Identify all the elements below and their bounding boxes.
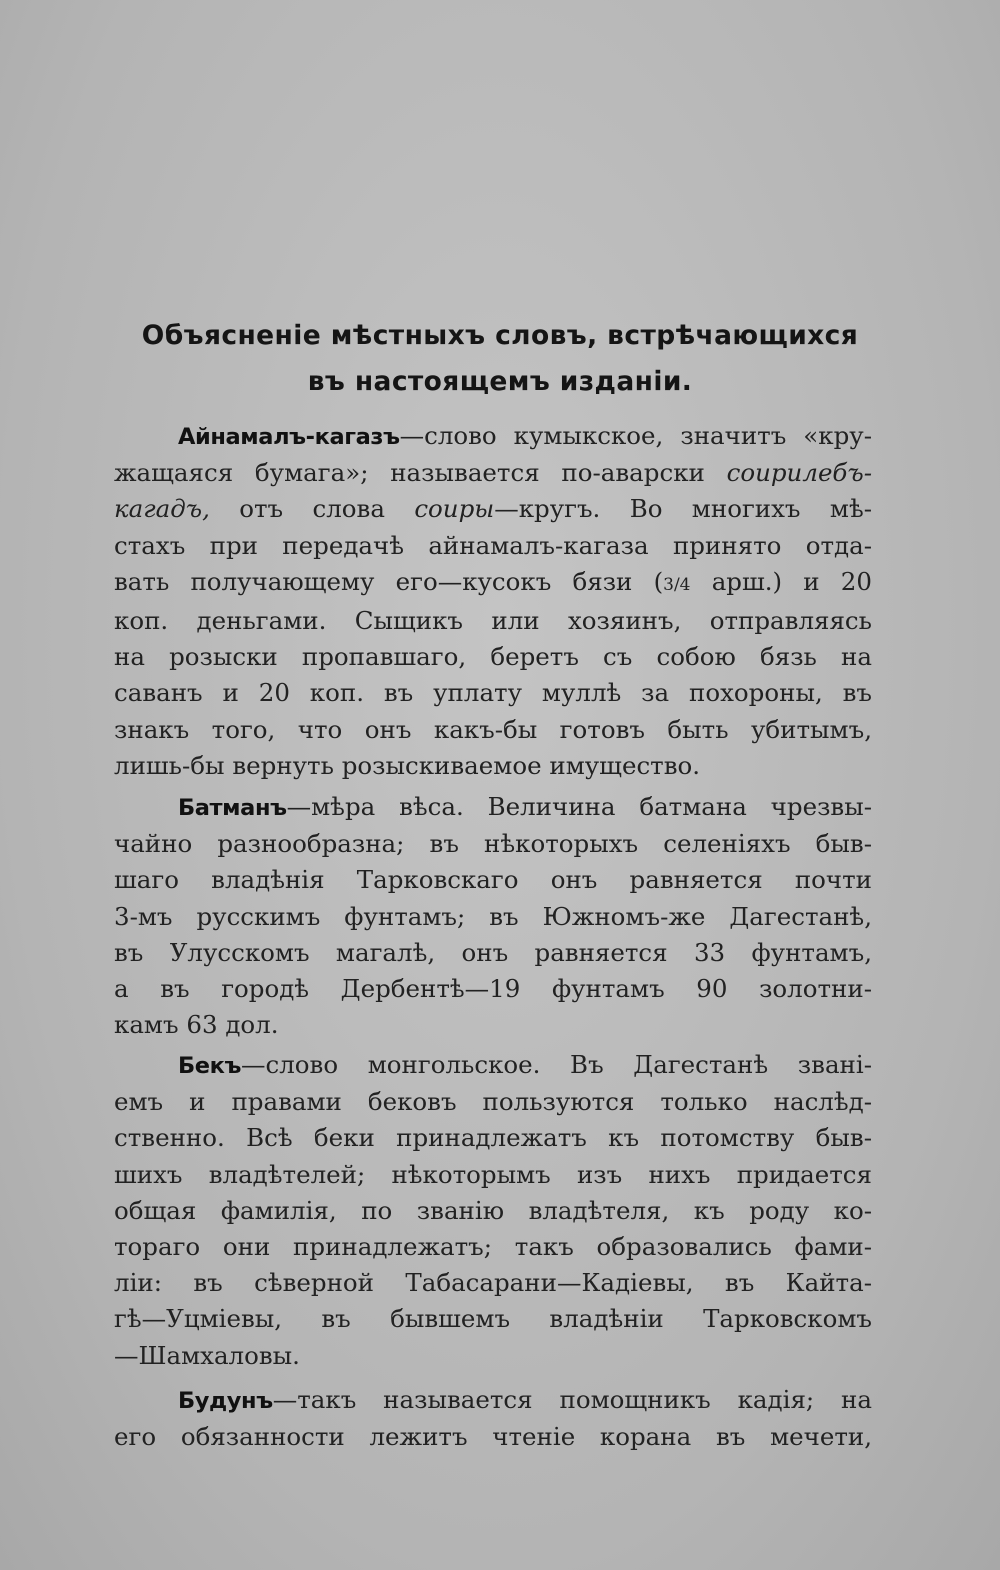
entry-line: лишь-бы вернуть розыскиваемое имущество. [114,750,701,780]
glossary-term: Бекъ [178,1053,241,1079]
entry-line: камъ 63 дол. [114,1010,279,1040]
entry-line: ліи: въ сѣверной Табасарани—Кадіевы, въ Кайта- [114,1268,872,1298]
entry-line: кагадъ, отъ слова соиры—кругъ. Во многихъ мѣ- [114,494,872,524]
entry-line: вать получающему его—кусокъ бязи (3/4 арш.) и 20 [114,566,872,596]
page-title [100,313,900,405]
entry-line: Будунъ—такъ называется помощникъ кадія; на [178,1385,872,1414]
entry-line: Бекъ—слово монгольское. Въ Дагестанѣ звані- [178,1050,872,1079]
glossary-term: Айнамалъ-кагазъ [178,424,400,450]
glossary-entry-batman [114,789,872,1043]
entry-line: тораго они принадлежатъ; такъ образовались фами- [114,1232,872,1262]
entry-line: 3-мъ русскимъ фунтамъ; въ Южномъ-же Дагестанѣ, [114,901,872,931]
title-line-1: Объясненіе мѣстныхъ словъ, встрѣчающихся [141,320,859,351]
fraction: 3/4 [663,574,691,595]
entry-line: на розыски пропавшаго, беретъ съ собою бязь на [114,642,872,672]
entry-line: шихъ владѣтелей; нѣкоторымъ изъ нихъ придается [114,1159,872,1189]
entry-line: знакъ того, что онъ какъ-бы готовъ быть убитымъ, [114,714,872,744]
glossary-entry-bek [114,1047,872,1374]
entry-line: ственно. Всѣ беки принадлежатъ къ потомству быв- [114,1123,872,1153]
entry-line: гѣ—Уцміевы, въ бывшемъ владѣніи Тарковскомъ [114,1304,872,1334]
title-line-2: въ настоящемъ изданіи. [307,366,693,397]
glossary-entry-budun [114,1382,872,1455]
entry-line: стахъ при передачѣ айнамалъ-кагаза принято отда- [114,530,872,560]
entry-line: а въ городѣ Дербентѣ—19 фунтамъ 90 золотни- [114,974,872,1004]
entry-line: Айнамалъ-кагазъ—слово кумыкское, значитъ «кру- [178,421,872,450]
entry-line: въ Улусскомъ магалѣ, онъ равняется 33 фунтамъ, [114,937,872,967]
glossary-entry-ainamal-kagaz [114,418,872,784]
glossary-term: Будунъ [178,1388,273,1414]
entry-line: Батманъ—мѣра вѣса. Величина батмана чрезвы- [178,792,872,821]
entry-line: коп. деньгами. Сыщикъ или хозяинъ, отправляясь [114,606,872,636]
entry-line: чайно разнообразна; въ нѣкоторыхъ селеніяхъ быв- [114,829,872,859]
entry-line: саванъ и 20 коп. въ уплату муллѣ за похороны, въ [114,678,872,708]
entry-line: —Шамхаловы. [114,1340,300,1370]
glossary-term: Батманъ [178,795,287,821]
entry-line: его обязанности лежитъ чтеніе корана въ мечети, [114,1422,872,1452]
entry-line: шаго владѣнія Тарковскаго онъ равняется почти [114,865,872,895]
entry-line: емъ и правами бековъ пользуются только наслѣд- [114,1087,872,1117]
entry-line: общая фамилія, по званію владѣтеля, къ роду ко- [114,1195,872,1225]
entry-line: жащаяся бумага»; называется по-аварски соирилебъ- [114,458,872,488]
